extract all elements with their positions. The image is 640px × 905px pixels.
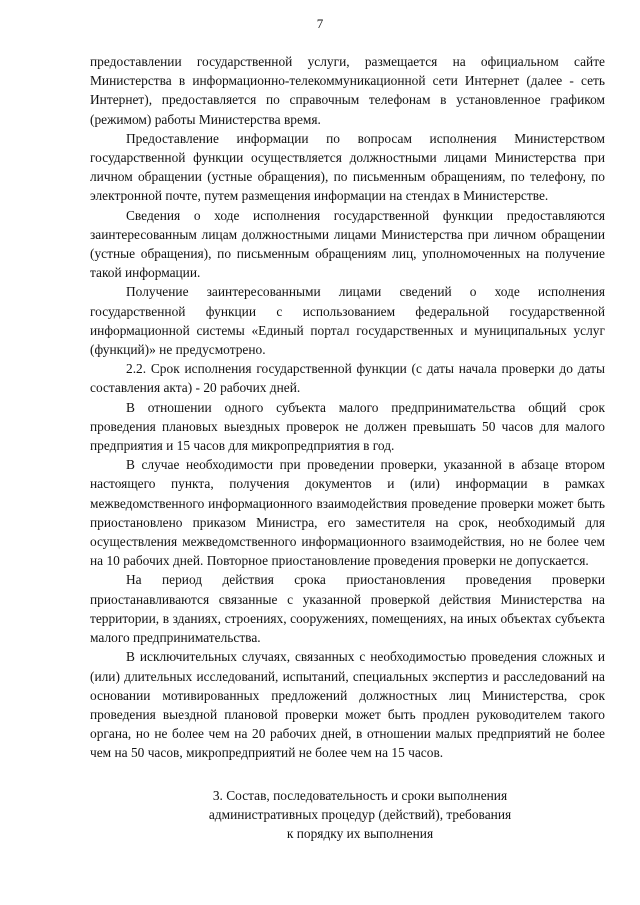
paragraph-suspension: В случае необходимости при проведении проверки, указанной в абзаце втором настоящего пункта, получения документов и (или) информации в рамках межведомственного информационного взаимодействия проведение проверки может быть приостановлено приказом Министра, его заместителя на срок, необходимый для осуществления межведомственного информационного взаимодействия, но не более чем на 10 рабочих дней. Повторное приостановление проведения проверки не допускается. bbox=[90, 457, 605, 569]
section-heading bbox=[160, 786, 560, 844]
paragraph-portal-info: Получение заинтересованными лицами сведений о ходе исполнения государственной функции с использованием федеральной государственной информационной системы «Единый портал государственных и муниципальных услуг (функций)» не предусмотрено. bbox=[90, 284, 605, 358]
document-body bbox=[90, 52, 605, 843]
paragraph-small-business-term: В отношении одного субъекта малого предпринимательства общий срок проведения плановых выездных проверок не должен превышать 50 часов для малого предприятия и 15 часов для микропредприятия в год. bbox=[90, 399, 605, 454]
paragraph-exceptional-cases: В исключительных случаях, связанных с необходимостью проведения сложных и (или) длительных исследований, испытаний, специальных экспертиз и расследований на основании мотивированных предложений должностных лиц Министерства, срок проведения выездной плановой проверки может быть продлен руководителем такого органа, но не более чем на 20 рабочих дней, в отношении малых предприятий не более чем на 50 часов, микропредприятий не более чем на 15 часов. bbox=[90, 649, 605, 761]
paragraph-suspension-period: На период действия срока приостановления проведения проверки приостанавливаются связанные с указанной проверкой действия Министерства на территории, в зданиях, строениях, сооружениях, помещениях, на иных объектах субъекта малого предпринимательства. bbox=[90, 572, 605, 646]
paragraph-info-provision: Предоставление информации по вопросам исполнения Министерством государственной функции осуществляется должностными лицами Министерства при личном обращении (устные обращения), по письменным обращениям, по телефону, по электронной почте, путем размещения информации на стендах в Министерстве. bbox=[90, 130, 605, 204]
paragraph-term-2-2: 2.2. Срок исполнения государственной функции (с даты начала проверки до даты составления акта) - 20 рабочих дней. bbox=[90, 361, 605, 396]
section-heading-line-3: к порядку их выполнения bbox=[286, 825, 434, 841]
section-heading-line-2: административных процедур (действий), требования bbox=[208, 806, 512, 822]
paragraph-progress-info: Сведения о ходе исполнения государственной функции предоставляются заинтересованным лицам должностными лицами Министерства при личном обращении (устные обращения), по письменным обращениям лиц, уполномоченных на получение такой информации. bbox=[90, 207, 605, 281]
paragraph-info-publication: предоставлении государственной услуги, размещается на официальном сайте Министерства в информационно-телекоммуникационной сети Интернет (далее - сеть Интернет), предоставляется по справочным телефонам в установленное графиком (режимом) работы Министерства время. bbox=[90, 54, 605, 127]
section-heading-line-1: 3. Состав, последовательность и сроки выполнения bbox=[212, 787, 508, 803]
page-number: 7 bbox=[316, 16, 324, 31]
